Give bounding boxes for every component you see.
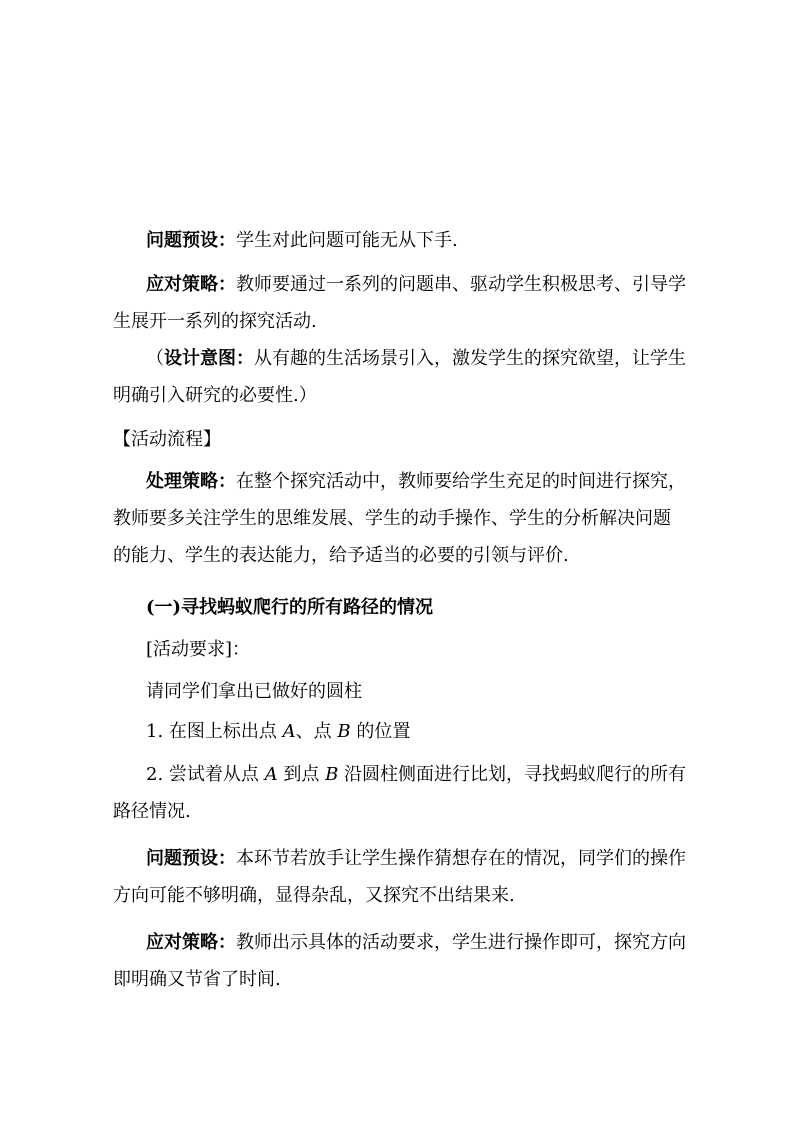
point-a-label: A	[264, 764, 278, 785]
activity-flow-heading	[113, 421, 688, 458]
problem-preset-paragraph-1	[113, 222, 688, 259]
strategy-text: 教师要通过一系列的问题串、驱动学生积极思考、引导学生展开一系列的探究活动.	[113, 274, 686, 332]
problem-preset-label-2: 问题预设：	[146, 848, 236, 869]
strategy-paragraph-1	[113, 266, 688, 340]
step-2-text-b: 到点	[277, 764, 326, 785]
strategy-paragraph-2	[113, 924, 688, 998]
strategy-label-2: 应对策略：	[146, 932, 236, 953]
point-a-label: A	[282, 721, 296, 742]
point-b-label: B	[325, 764, 339, 785]
problem-preset-text-2: 本环节若放手让学生操作猜想存在的情况，同学们的操作方向可能不够明确，显得杂乱，又探究不出结果来.	[113, 848, 686, 906]
activity-requirement-heading	[113, 631, 688, 668]
design-intent-text: 从有趣的生活场景引入，激发学生的探究欲望，让学生明确引入研究的必要性.）	[113, 348, 686, 406]
step-2	[113, 756, 688, 830]
step-1-text-a: 1. 在图上标出点	[146, 721, 283, 742]
step-2-text-c: 沿圆柱侧面进行比划，寻找蚂蚁爬行的所有路径情况.	[113, 764, 687, 822]
problem-preset-label: 问题预设：	[146, 230, 236, 251]
instruction-text: 请同学们拿出已做好的圆柱	[146, 681, 362, 702]
activity-requirement-text: [活动要求]：	[146, 639, 251, 660]
problem-preset-paragraph-2	[113, 840, 688, 914]
design-intent-label: 设计意图：	[164, 348, 254, 369]
problem-preset-text: 学生对此问题可能无从下手.	[236, 230, 458, 251]
step-2-text-a: 2. 尝试着从点	[146, 764, 265, 785]
design-intent-open-paren: （	[146, 348, 164, 369]
step-1-text-c: 的位置	[350, 721, 411, 742]
handling-strategy-label: 处理策略：	[146, 471, 236, 492]
strategy-text-2: 教师出示具体的活动要求，学生进行操作即可，探究方向即明确又节省了时间.	[113, 932, 686, 990]
step-1-text-b: 、点	[295, 721, 338, 742]
step-1	[113, 713, 688, 750]
section-heading-1-text: (一)寻找蚂蚁爬行的所有路径的情况	[146, 597, 434, 618]
design-intent-paragraph	[113, 340, 688, 414]
section-heading-1	[113, 589, 688, 626]
activity-flow-heading-text: 【活动流程】	[113, 429, 221, 450]
handling-strategy-paragraph	[113, 463, 688, 574]
strategy-label: 应对策略：	[146, 274, 236, 295]
point-b-label: B	[337, 721, 351, 742]
handling-strategy-text: 在整个探究活动中，教师要给学生充足的时间进行探究，教师要多关注学生的思维发展、学生的动手操作、学生的分析解决问题的能力、学生的表达能力，给予适当的必要的引领与评价.	[113, 471, 686, 566]
instruction-line	[113, 673, 688, 710]
